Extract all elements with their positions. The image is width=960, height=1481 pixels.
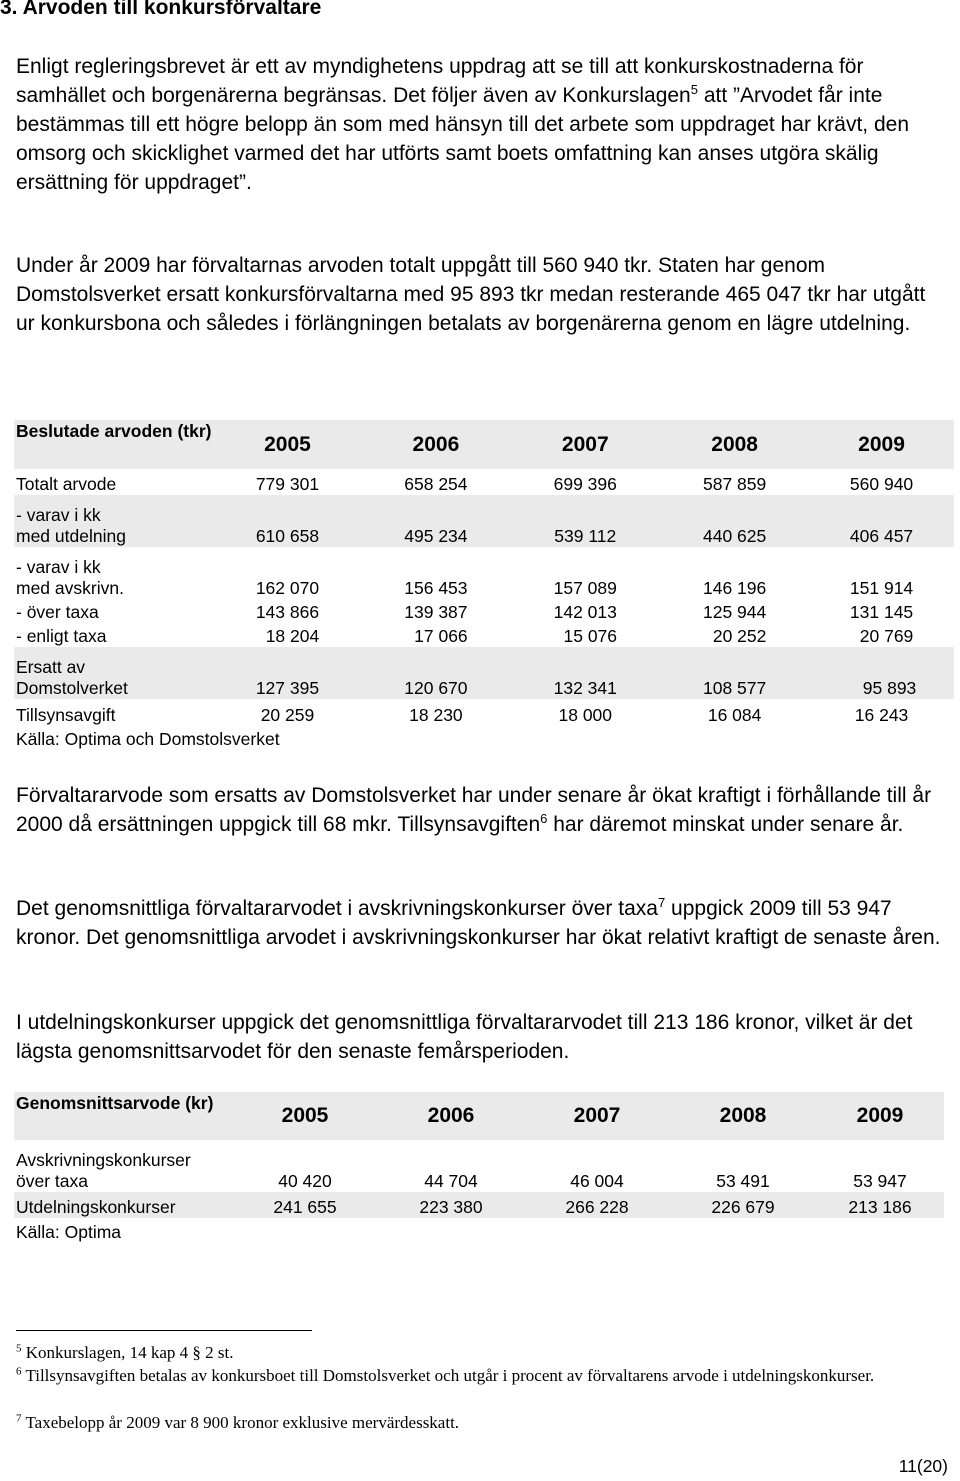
table-cell: 156 453 xyxy=(404,578,468,598)
year-header: 2005 xyxy=(213,420,361,469)
table-cell: 125 944 xyxy=(702,602,767,622)
average-fee-table xyxy=(14,1092,944,1218)
row-label-line: Ersatt av xyxy=(16,657,86,677)
table-cell: 120 670 xyxy=(361,647,510,699)
year-header: 2008 xyxy=(660,420,809,469)
table-cell: 157 089 xyxy=(553,578,617,598)
table-cell: 44 704 xyxy=(424,1171,478,1191)
paragraph-average-write-off-text-cont: uppgick 2009 till 53 947 kronor. Det genomsnittliga arvodet i avskrivningskonkurser har ökat relativt kraftigt de senaste åren. xyxy=(16,897,941,949)
row-label: Utdelningskonkurser xyxy=(14,1192,232,1218)
paragraph-average-distribution: I utdelningskonkurser uppgick det genomsnittliga förvaltararvodet till 213 186 kronor, vilket är det lägsta genomsnittsarvodet för den senaste femårsperioden. xyxy=(16,1011,913,1063)
paragraph-intro xyxy=(16,52,946,197)
row-label-line: Avskrivningskonkurser xyxy=(16,1150,191,1170)
table-cell: 495 234 xyxy=(361,495,510,547)
fee-table-header-label: Beslutade arvoden (tkr) xyxy=(14,420,213,469)
table-cell: 46 004 xyxy=(570,1171,624,1191)
table-cell: 658 254 xyxy=(404,474,468,494)
table-row xyxy=(14,1140,944,1192)
table-cell: 17 066 xyxy=(414,626,468,646)
table-cell: 587 859 xyxy=(702,474,767,494)
table-row xyxy=(14,547,954,599)
table-row xyxy=(14,1192,944,1218)
table-cell: 241 655 xyxy=(232,1192,378,1218)
table-cell: 610 658 xyxy=(213,495,361,547)
table-cell: 108 577 xyxy=(660,647,809,699)
year-header: 2009 xyxy=(809,420,954,469)
table-cell: 20 252 xyxy=(712,626,767,646)
row-label xyxy=(14,1140,232,1192)
table-cell: 142 013 xyxy=(553,602,617,622)
paragraph-intro-text-cont: att ”Arvodet får inte bestämmas till ett högre belopp än som med hänsyn till det arbete som uppdraget har krävt, den omsorg och skicklighet varmed det har utförts samt boets omfattning kan anses utgöra skälig ersättning för uppdraget”. xyxy=(16,84,909,194)
year-header: 2005 xyxy=(232,1092,378,1140)
fee-table-header-row xyxy=(14,420,954,469)
table-cell: 146 196 xyxy=(702,578,767,598)
fee-table xyxy=(14,420,954,726)
paragraph-average-write-off-text: Det genomsnittliga förvaltararvodet i avskrivningskonkurser över taxa xyxy=(16,897,658,920)
table-cell: 151 914 xyxy=(849,578,914,598)
table-cell: 18 230 xyxy=(409,705,463,725)
row-label: - över taxa xyxy=(16,602,99,622)
table-cell: 15 076 xyxy=(563,626,618,646)
footnote-text: Tillsynsavgiften betalas av konkursboet till Domstolsverket och utgår i procent av förvaltarens arvode i utdelningskonkurser. xyxy=(25,1366,875,1385)
year-header: 2007 xyxy=(510,420,660,469)
paragraph-state-fees-text: Förvaltararvode som ersatts av Domstolsverket har under senare år ökat kraftigt i förhållande till år 2000 då ersättningen uppgick till 68 mkr. Tillsynsavgiften xyxy=(16,784,932,836)
paragraph-state-fees-text-cont: har däremot minskat under senare år. xyxy=(547,813,904,836)
table-cell: 539 112 xyxy=(510,495,660,547)
table-cell: 406 457 xyxy=(809,495,954,547)
table-cell: 132 341 xyxy=(510,647,660,699)
table-cell: 18 204 xyxy=(265,626,320,646)
row-label: - enligt taxa xyxy=(16,626,107,646)
table-cell: 143 866 xyxy=(255,602,320,622)
table-cell: 226 679 xyxy=(670,1192,816,1218)
row-label-line: - varav i kk xyxy=(16,557,101,577)
row-label: Totalt arvode xyxy=(16,474,117,494)
paragraph-state-fees xyxy=(16,781,946,839)
table-row xyxy=(14,495,954,547)
average-fee-table-header-row xyxy=(14,1092,944,1140)
table-row xyxy=(14,623,954,647)
average-fee-table-header-label: Genomsnittsarvode (kr) xyxy=(14,1092,232,1140)
footnote-number: 5 xyxy=(16,1342,22,1355)
table-cell: 560 940 xyxy=(849,474,914,494)
table-cell: 266 228 xyxy=(524,1192,670,1218)
row-label: Tillsynsavgift xyxy=(16,705,116,725)
footnote-ref-7[interactable]: 7 xyxy=(657,895,666,910)
year-header: 2008 xyxy=(670,1092,816,1140)
footnote-ref-5[interactable]: 5 xyxy=(690,82,698,97)
year-header: 2009 xyxy=(816,1092,944,1140)
paragraph-summary: Under år 2009 har förvaltarnas arvoden totalt uppgått till 560 940 tkr. Staten har genom Domstolsverket ersatt konkursförvaltarna med 95 893 tkr medan resterande 465 047 tkr har utgått ur konkursbona och således i förlängningen betalats av borgenärerna genom en lägre utdelning. xyxy=(16,254,926,335)
footnote-divider xyxy=(16,1330,312,1331)
footnote xyxy=(16,1341,916,1364)
table-cell: 131 145 xyxy=(849,602,914,622)
year-header: 2006 xyxy=(361,420,510,469)
footnote xyxy=(16,1411,916,1434)
table-cell: 53 947 xyxy=(853,1171,907,1191)
footnote-number: 7 xyxy=(16,1412,22,1425)
paragraph-average-write-off xyxy=(16,894,946,952)
table-cell: 139 387 xyxy=(404,602,468,622)
paragraph-intro-text: Enligt regleringsbrevet är ett av myndighetens uppdrag att se till att konkurskostnaderna för samhället och borgenärerna begränsas. Det följer även av Konkurslagen xyxy=(16,55,864,107)
table-cell: 16 243 xyxy=(854,705,909,725)
footnote-text: Taxebelopp år 2009 var 8 900 kronor exklusive mervärdesskatt. xyxy=(25,1413,460,1432)
average-fee-table-source: Källa: Optima xyxy=(16,1222,122,1242)
page-number: 11(20) xyxy=(898,1456,948,1476)
table-cell: 40 420 xyxy=(278,1171,332,1191)
table-cell: 16 084 xyxy=(707,705,762,725)
row-label-line: med utdelning xyxy=(16,526,126,546)
row-label xyxy=(14,647,213,699)
year-header: 2006 xyxy=(378,1092,524,1140)
footnote-number: 6 xyxy=(16,1365,22,1378)
table-cell: 20 769 xyxy=(859,626,914,646)
row-label xyxy=(14,547,213,599)
table-cell: 95 893 xyxy=(809,647,954,699)
row-label-line: Domstolverket xyxy=(16,678,128,698)
table-cell: 20 259 xyxy=(260,705,315,725)
table-row xyxy=(14,469,954,495)
row-label xyxy=(14,495,213,547)
table-cell: 213 186 xyxy=(816,1192,944,1218)
table-cell: 699 396 xyxy=(553,474,617,494)
footnote xyxy=(16,1364,916,1387)
table-cell: 18 000 xyxy=(558,705,613,725)
table-cell: 162 070 xyxy=(255,578,320,598)
row-label-line: - varav i kk xyxy=(16,505,101,525)
year-header: 2007 xyxy=(524,1092,670,1140)
table-row xyxy=(14,647,954,699)
table-cell: 127 395 xyxy=(213,647,361,699)
table-row xyxy=(14,599,954,623)
table-cell: 779 301 xyxy=(255,474,320,494)
table-row xyxy=(14,699,954,726)
section-heading: 3. Arvoden till konkursförvaltare xyxy=(0,0,322,19)
table-cell: 223 380 xyxy=(378,1192,524,1218)
footnote-ref-6[interactable]: 6 xyxy=(540,811,548,826)
table-cell: 440 625 xyxy=(660,495,809,547)
row-label-line: med avskrivn. xyxy=(16,578,124,598)
row-label-line: över taxa xyxy=(16,1171,88,1191)
fee-table-source: Källa: Optima och Domstolsverket xyxy=(16,729,280,749)
footnote-text: Konkurslagen, 14 kap 4 § 2 st. xyxy=(25,1343,234,1362)
table-cell: 53 491 xyxy=(716,1171,770,1191)
